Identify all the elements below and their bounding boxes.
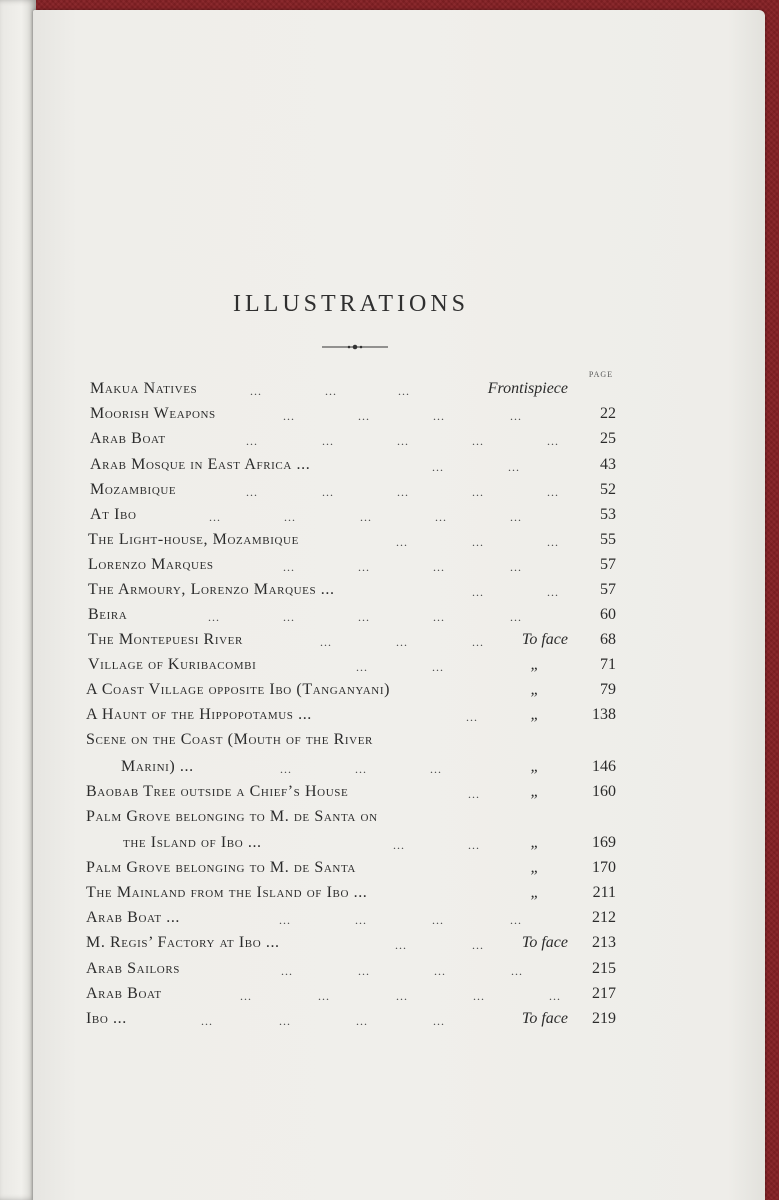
entry-title: Mozambique [90, 481, 177, 498]
list-item: Baobab Tree outside a Chief’s House ... „ 160 [86, 783, 616, 801]
entry-face: Frontispiece [487, 380, 568, 397]
entry-title: The Armoury, Lorenzo Marques ... [88, 581, 335, 598]
list-item: Marini) ... ... ... ... „ 146 [121, 758, 616, 776]
list-item: M. Regis’ Factory at Ibo ... ... ... To face 213 [86, 934, 616, 952]
entry-page: 53 [600, 506, 616, 523]
entry-page: 79 [600, 681, 616, 698]
entry-face: „ [530, 884, 540, 901]
entry-face: „ [530, 656, 540, 673]
list-item: Mozambique ... ... ... ... ... 52 [90, 481, 616, 499]
entry-page: 57 [600, 581, 616, 598]
entry-title: Scene on the Coast (Mouth of the River [86, 731, 373, 748]
entry-page: 52 [600, 481, 616, 498]
entry-title: A Haunt of the Hippopotamus ... [86, 706, 312, 723]
entry-page: 215 [592, 960, 616, 977]
entry-title: The Light-house, Mozambique [88, 531, 299, 548]
entry-title: Lorenzo Marques [88, 556, 214, 573]
entry-title: The Mainland from the Island of Ibo ... [86, 884, 368, 901]
list-item: Makua Natives ... ... ... Frontispiece [90, 380, 568, 398]
entry-title: M. Regis’ Factory at Ibo ... [86, 934, 280, 951]
list-item: The Montepuesi River ... ... ... To face 68 [88, 631, 616, 649]
entry-page: 146 [592, 758, 616, 775]
entry-page: 219 [592, 1010, 616, 1027]
entry-page: 60 [600, 606, 616, 623]
list-item: Beira ... ... ... ... ... 60 [88, 606, 616, 624]
entry-title: Palm Grove belonging to M. de Santa on [86, 808, 378, 825]
entry-face: „ [530, 758, 540, 775]
entry-page: 217 [592, 985, 616, 1002]
list-item: At Ibo ... ... ... ... ... 53 [90, 506, 616, 524]
entry-title: Baobab Tree outside a Chief’s House [86, 783, 349, 800]
list-item: Lorenzo Marques ... ... ... ... 57 [88, 556, 616, 574]
list-item: the Island of Ibo ... ... ... „ 169 [123, 834, 616, 852]
entry-face: „ [530, 783, 540, 800]
list-item [0, 808, 779, 832]
list-item [0, 859, 779, 883]
entry-page: 138 [592, 706, 616, 723]
entry-title: Marini) ... [121, 758, 194, 775]
list-item: A Haunt of the Hippopotamus ... ... „ 138 [86, 706, 616, 724]
entry-title: Arab Sailors [86, 960, 180, 977]
entry-face: „ [530, 834, 540, 851]
entry-face: To face [521, 631, 568, 648]
list-item: The Armoury, Lorenzo Marques ... ... ... 57 [88, 581, 616, 599]
entry-title: Palm Grove belonging to M. de Santa [86, 859, 356, 876]
page-column-label: PAGE [588, 370, 614, 379]
entry-title: Arab Boat ... [86, 909, 181, 926]
entry-face: To face [521, 1010, 568, 1027]
entry-page: 170 [592, 859, 616, 876]
entry-face: „ [530, 681, 540, 698]
entry-page: 212 [592, 909, 616, 926]
entry-page: 213 [592, 934, 616, 951]
entry-title: Makua Natives [90, 380, 198, 397]
entry-title: the Island of Ibo ... [123, 834, 262, 851]
entry-page: 211 [592, 884, 616, 901]
entry-page: 55 [600, 531, 616, 548]
entry-title: Arab Boat [90, 430, 166, 447]
entry-face: „ [530, 859, 540, 876]
entry-title: Beira [88, 606, 128, 623]
list-item [0, 731, 779, 755]
entry-page: 68 [600, 631, 616, 648]
entry-title: Moorish Weapons [90, 405, 216, 422]
entry-title: Ibo ... [86, 1010, 127, 1027]
entry-title: Arab Mosque in East Africa ... [90, 456, 311, 473]
entry-title: At Ibo [90, 506, 137, 523]
list-item: Village of Kuribacombi ... ... „ 71 [88, 656, 616, 674]
list-item: Arab Mosque in East Africa ... ... ... 43 [90, 456, 616, 474]
list-item [0, 884, 779, 908]
entry-page: 160 [592, 783, 616, 800]
entry-face: „ [530, 706, 540, 723]
list-item: Moorish Weapons ... ... ... ... 22 [90, 405, 616, 423]
list-item: Ibo ... ... ... ... ... To face 219 [86, 1010, 616, 1028]
entry-page: 22 [600, 405, 616, 422]
entry-title: Village of Kuribacombi [88, 656, 257, 673]
entry-face: To face [521, 934, 568, 951]
list-item [0, 681, 779, 705]
page-title: ILLUSTRATIONS [233, 291, 469, 317]
entry-page: 57 [600, 556, 616, 573]
list-item: Arab Boat ... ... ... ... ... 25 [90, 430, 616, 448]
entry-page: 169 [592, 834, 616, 851]
list-item: The Light-house, Mozambique ... ... ... 55 [88, 531, 616, 549]
list-item: Arab Boat ... ... ... ... ... 217 [86, 985, 616, 1003]
entry-title: Arab Boat [86, 985, 162, 1002]
list-item: Arab Sailors ... ... ... ... 215 [86, 960, 616, 978]
list-item: Arab Boat ... ... ... ... ... 212 [86, 909, 616, 927]
entry-title: A Coast Village opposite Ibo (Tanganyani) [86, 681, 391, 698]
entry-title: The Montepuesi River [88, 631, 243, 648]
entry-page: 25 [600, 430, 616, 447]
entry-page: 71 [600, 656, 616, 673]
entry-page: 43 [600, 456, 616, 473]
ornament-divider-icon [322, 342, 388, 352]
